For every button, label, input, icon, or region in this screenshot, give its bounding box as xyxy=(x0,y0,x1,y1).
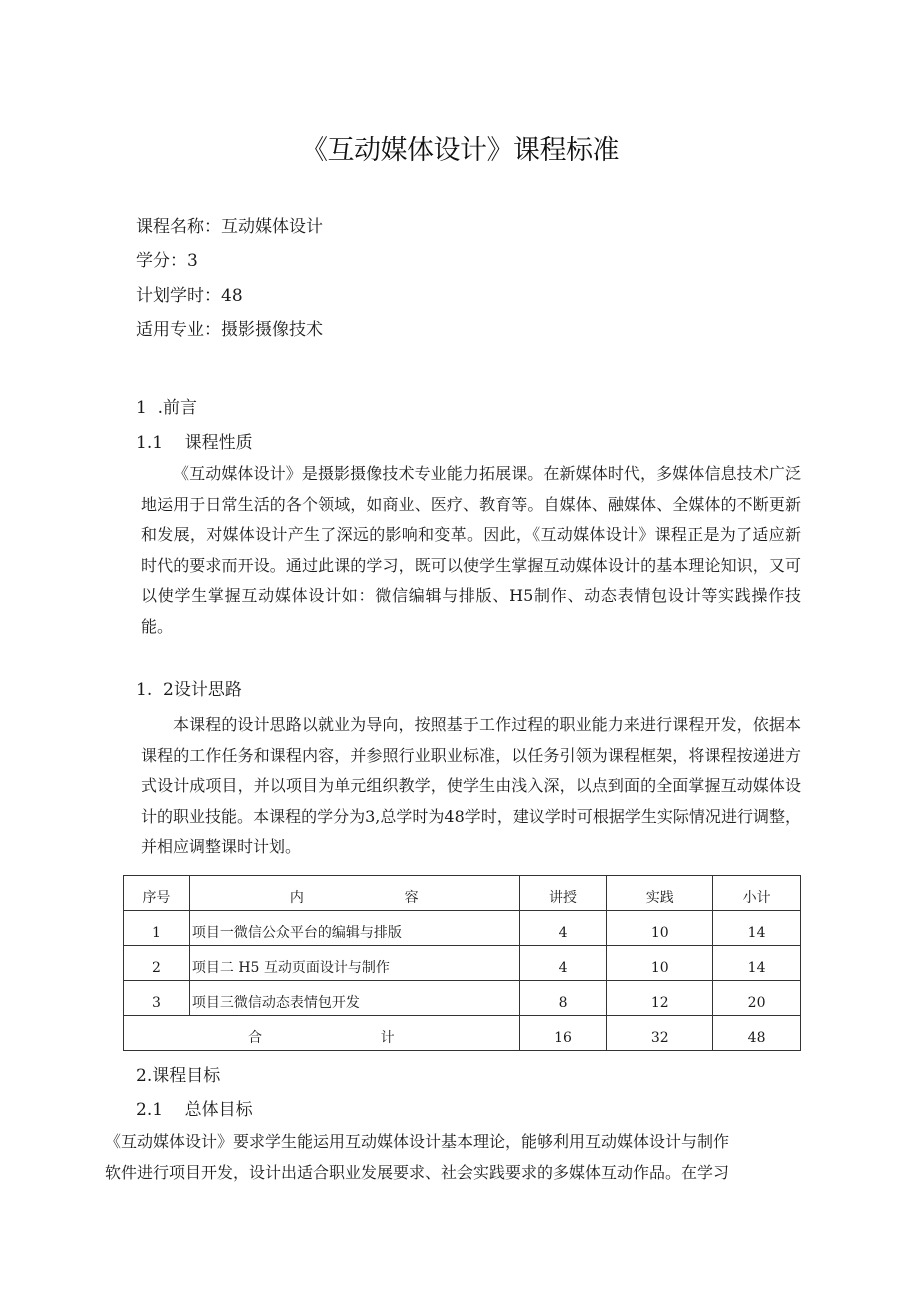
credit-value: 3 xyxy=(187,251,198,271)
row-seq: 1 xyxy=(124,911,190,946)
header-seq: 序号 xyxy=(124,876,190,911)
section-2-1-heading: 2.1 总体目标 xyxy=(136,1100,253,1120)
row-lecture: 4 xyxy=(519,911,607,946)
hours-line xyxy=(136,281,243,306)
major-value: 摄影摄像技术 xyxy=(221,320,323,340)
course-name-line xyxy=(136,212,323,237)
table-total-row xyxy=(124,1016,801,1051)
header-subtotal: 小计 xyxy=(713,876,801,911)
total-label: 合 计 xyxy=(124,1016,520,1051)
row-practice: 10 xyxy=(607,946,713,981)
section-2-heading: 2.课程目标 xyxy=(136,1066,221,1086)
header-content: 内 容 xyxy=(189,876,519,911)
overall-goal-paragraph xyxy=(105,1126,805,1188)
row-subtotal: 14 xyxy=(713,946,801,981)
table-row xyxy=(124,981,801,1016)
row-lecture: 8 xyxy=(519,981,607,1016)
section-1-heading: 1 .前言 xyxy=(136,398,198,418)
row-seq: 3 xyxy=(124,981,190,1016)
total-subtotal: 48 xyxy=(713,1016,801,1051)
total-practice: 32 xyxy=(607,1016,713,1051)
credit-label: 学分： xyxy=(136,251,187,271)
course-nature-paragraph xyxy=(141,459,801,642)
major-line xyxy=(136,315,323,340)
table-row xyxy=(124,911,801,946)
section-1-1-heading: 1.1 课程性质 xyxy=(136,433,253,453)
row-subtotal: 20 xyxy=(713,981,801,1016)
overall-goal-line-1: 《互动媒体设计》要求学生能运用互动媒体设计基本理论，能够利用互动媒体设计与制作 xyxy=(105,1132,730,1151)
header-lecture: 讲授 xyxy=(519,876,607,911)
design-idea-text: 本课程的设计思路以就业为导向，按照基于工作过程的职业能力来进行课程开发，依据本课程的工作任务和课程内容，并参照行业职业标准，以任务引领为课程框架，将课程按递进方式设计成项目，并以项目为单元组织教学，使学生由浅入深，以点到面的全面掌握互动媒体设计的职业技能。本课程的学分为3,总学时为48学时，建议学时可根据学生实际情况进行调整，并相应调整课时计划。 xyxy=(141,715,801,856)
row-seq: 2 xyxy=(124,946,190,981)
row-name: 项目一微信公众平台的编辑与排版 xyxy=(189,911,519,946)
row-lecture: 4 xyxy=(519,946,607,981)
design-idea-paragraph xyxy=(141,710,801,863)
table-row xyxy=(124,946,801,981)
hours-table xyxy=(123,875,801,1051)
row-subtotal: 14 xyxy=(713,911,801,946)
section-1-2-heading: 1. 2设计思路 xyxy=(136,680,242,700)
major-label: 适用专业： xyxy=(136,320,221,340)
overall-goal-line-2: 软件进行项目开发，设计出适合职业发展要求、社会实践要求的多媒体互动作品。在学习 xyxy=(105,1163,730,1182)
credit-line xyxy=(136,246,198,271)
row-name: 项目二 H5 互动页面设计与制作 xyxy=(189,946,519,981)
document-title: 《互动媒体设计》课程标准 xyxy=(301,135,619,166)
course-nature-text: 《互动媒体设计》是摄影摄像技术专业能力拓展课。在新媒体时代，多媒体信息技术广泛地运用于日常生活的各个领域，如商业、医疗、教育等。自媒体、融媒体、全媒体的不断更新和发展，对媒体设计产生了深远的影响和变革。因此，《互动媒体设计》课程正是为了适应新时代的要求而开设。通过此课的学习，既可以使学生掌握互动媒体设计的基本理论知识，又可以使学生掌握互动媒体设计如：微信编辑与排版、H5制作、动态表情包设计等实践操作技能。 xyxy=(141,464,801,636)
total-lecture: 16 xyxy=(519,1016,607,1051)
table-header-row xyxy=(124,876,801,911)
hours-label: 计划学时： xyxy=(136,286,221,306)
row-practice: 10 xyxy=(607,911,713,946)
hours-value: 48 xyxy=(221,286,243,306)
course-name-value: 互动媒体设计 xyxy=(221,217,323,237)
row-name: 项目三微信动态表情包开发 xyxy=(189,981,519,1016)
header-practice: 实践 xyxy=(607,876,713,911)
row-practice: 12 xyxy=(607,981,713,1016)
course-name-label: 课程名称： xyxy=(136,217,221,237)
